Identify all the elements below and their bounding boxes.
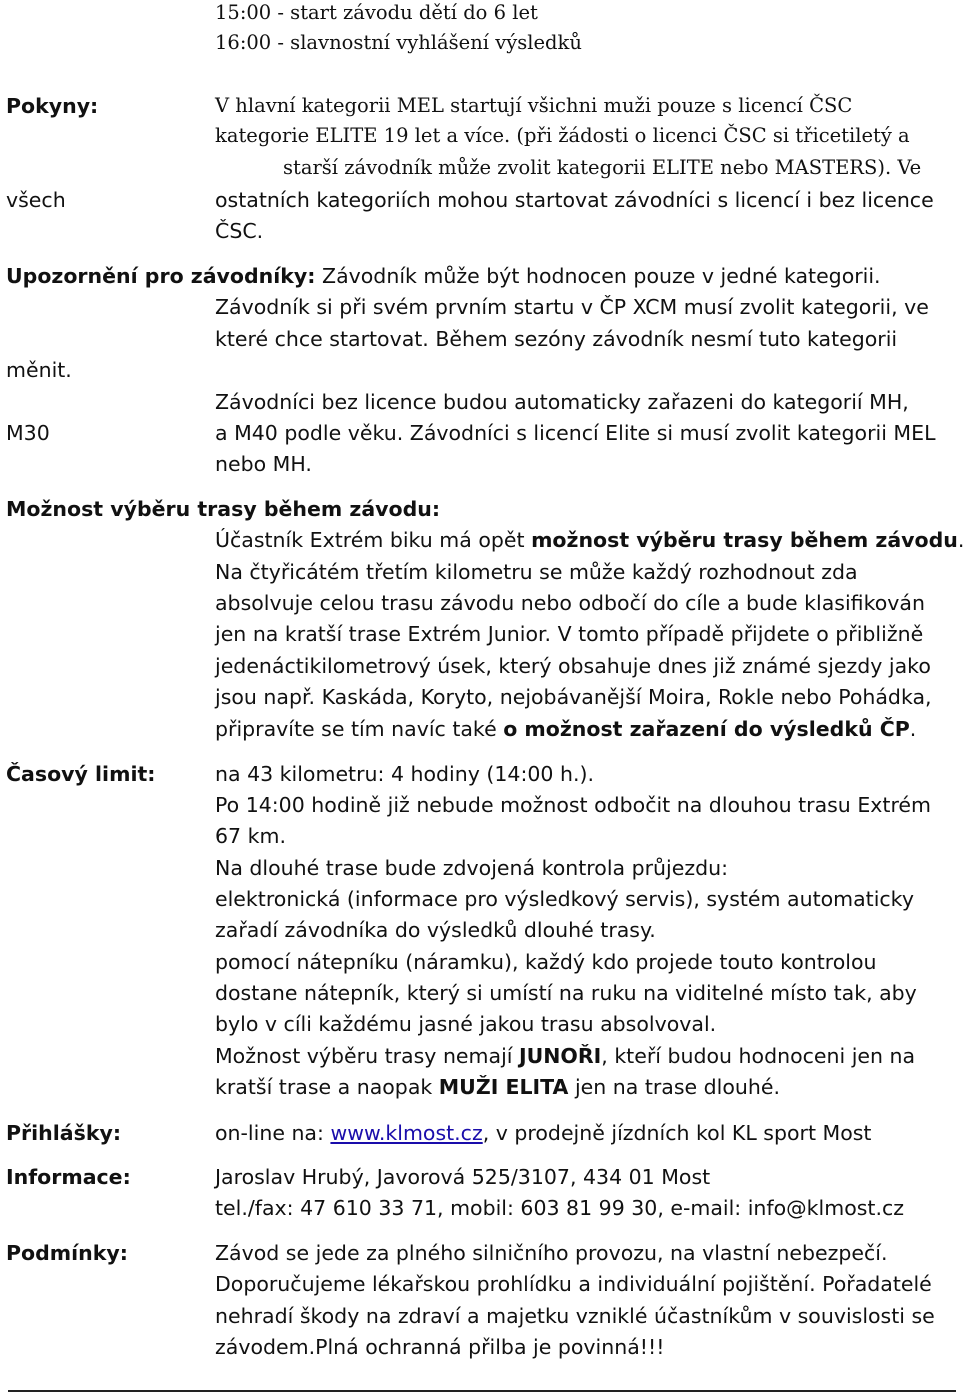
pokyny-line: ostatních kategoriích mohou startovat závodníci s licencí i bez licence	[215, 188, 934, 212]
limit-line: 67 km.	[215, 824, 286, 848]
prihlasky-label: Přihlášky:	[6, 1121, 122, 1145]
podminky-line: nehradí škody na zdraví a majetku vzniklé účastníkům v souvislosti se	[215, 1304, 935, 1328]
limit-emphasis: MUŽI ELITA	[438, 1075, 569, 1099]
moznost-line: Na čtyřicátém třetím kilometru se může každý rozhodnout zda	[215, 560, 858, 584]
moznost-text: připravíte se tím navíc také	[215, 717, 504, 741]
limit-line: na 43 kilometru: 4 hodiny (14:00 h.).	[215, 762, 594, 786]
podminky-label: Podmínky:	[6, 1241, 128, 1265]
moznost-line: jen na kratší trase Extrém Junior. V tomto případě přijdete o přibližně	[215, 622, 924, 646]
pokyny-line: starší závodník může zvolit kategorii ELITE nebo MASTERS). Ve	[283, 156, 922, 179]
upozorneni-first: Závodník může být hodnocen pouze v jedné kategorii.	[322, 264, 881, 288]
prihlasky-text: on-line na:	[215, 1121, 331, 1145]
upozorneni-line: Závodník si při svém prvním startu v ČP XCM musí zvolit kategorii, ve	[215, 295, 929, 319]
upozorneni-label: Upozornění pro závodníky:	[6, 264, 316, 288]
limit-text: Možnost výběru trasy nemají	[215, 1044, 519, 1068]
pokyny-label: Pokyny:	[6, 94, 99, 118]
upozorneni-m30: M30	[6, 421, 50, 445]
limit-line: elektronická (informace pro výsledkový servis), systém automaticky	[215, 887, 914, 911]
upozorneni-menit: měnit.	[6, 358, 72, 382]
moznost-line: jsou např. Kaskáda, Koryto, nejobávanější Moira, Rokle nebo Pohádka,	[215, 685, 932, 709]
limit-line: Na dlouhé trase bude zdvojená kontrola průjezdu:	[215, 856, 729, 880]
limit-line: zařadí závodníka do výsledků dlouhé trasy.	[215, 918, 656, 942]
moznost-label: Možnost výběru trasy během závodu:	[6, 497, 441, 521]
schedule-line: 15:00 - start závodu dětí do 6 let	[215, 1, 538, 24]
upozorneni-row	[6, 263, 881, 289]
podminky-line: Doporučujeme lékařskou prohlídku a individuální pojištění. Pořadatelé	[215, 1272, 932, 1296]
limit-line: Po 14:00 hodině již nebude možnost odbočit na dlouhou trasu Extrém	[215, 793, 931, 817]
limit-line: dostane nátepník, který si umístí na ruku na viditelné místo tak, aby	[215, 981, 917, 1005]
pokyny-line: ČSC.	[215, 219, 264, 243]
moznost-text: .	[957, 528, 964, 552]
upozorneni-line: Závodníci bez licence budou automaticky zařazeni do kategorií MH,	[215, 390, 909, 414]
bottom-divider	[8, 1390, 956, 1392]
moznost-text: Účastník Extrém biku má opět	[215, 528, 532, 552]
schedule-line: 16:00 - slavnostní vyhlášení výsledků	[215, 31, 582, 54]
limit-line: pomocí nátepníku (náramku), každý kdo projede touto kontrolou	[215, 950, 877, 974]
klmost-link[interactable]: www.klmost.cz	[330, 1121, 483, 1145]
upozorneni-line: které chce startovat. Během sezóny závodník nesmí tuto kategorii	[215, 327, 898, 351]
limit-text: kratší trase a naopak	[215, 1075, 439, 1099]
prihlasky-text: , v prodejně jízdních kol KL sport Most	[482, 1121, 872, 1145]
moznost-emphasis: o možnost zařazení do výsledků ČP	[503, 717, 910, 741]
upozorneni-line: a M40 podle věku. Závodníci s licencí Elite si musí zvolit kategorii MEL	[215, 421, 936, 445]
limit-emphasis: JUNOŘI	[519, 1044, 602, 1068]
limit-text: , kteří budou hodnoceni jen na	[601, 1044, 916, 1068]
moznost-line-1	[215, 527, 964, 553]
pokyny-line: V hlavní kategorii MEL startují všichni muži pouze s licencí ČSC	[215, 94, 853, 117]
moznost-line: absolvuje celou trasu závodu nebo odbočí do cíle a bude klasifikován	[215, 591, 925, 615]
limit-line-10	[215, 1043, 915, 1069]
moznost-line: jedenáctikilometrový úsek, který obsahuje dnes již známé sjezdy jako	[215, 654, 931, 678]
limit-line: bylo v cíli každému jasné jakou trasu absolvoval.	[215, 1012, 717, 1036]
prihlasky-line	[215, 1120, 871, 1146]
podminky-line: závodem.Plná ochranná přilba je povinná!!!	[215, 1335, 665, 1359]
moznost-text: .	[909, 717, 917, 741]
limit-line-11	[215, 1074, 780, 1100]
informace-label: Informace:	[6, 1165, 131, 1189]
upozorneni-line: nebo MH.	[215, 452, 312, 476]
limit-text: jen na trase dlouhé.	[568, 1075, 781, 1099]
informace-line: tel./fax: 47 610 33 71, mobil: 603 81 99 30, e-mail: info@klmost.cz	[215, 1196, 905, 1220]
pokyny-line: kategorie ELITE 19 let a více. (při žádosti o licenci ČSC si třicetiletý a	[215, 124, 910, 147]
pokyny-label-2: všech	[6, 188, 66, 212]
limit-label: Časový limit:	[6, 762, 156, 786]
moznost-line-7	[215, 716, 916, 742]
informace-line: Jaroslav Hrubý, Javorová 525/3107, 434 01 Most	[215, 1165, 711, 1189]
podminky-line: Závod se jede za plného silničního provozu, na vlastní nebezpečí.	[215, 1241, 888, 1265]
moznost-emphasis: možnost výběru trasy během závodu	[531, 528, 958, 552]
